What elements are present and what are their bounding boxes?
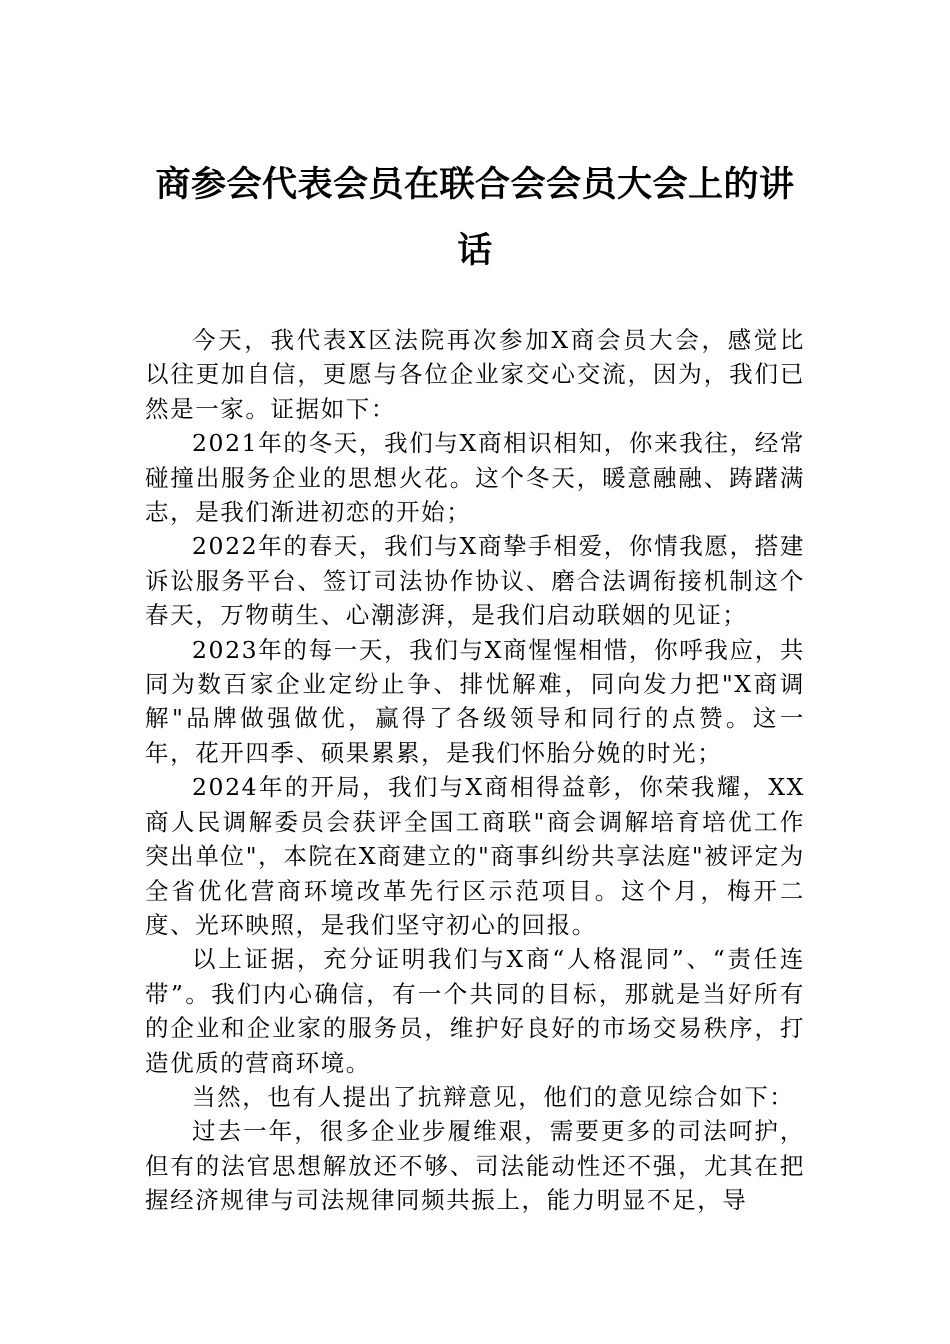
paragraph: 过去一年，很多企业步履维艰，需要更多的司法呵护，但有的法官思想解放还不够、司法能动性还不强，尤其在把握经济规律与司法规律同频共振上，能力明显不足，导 [145,1117,805,1215]
document-title: 商参会代表会员在联合会会员大会上的讲话 [155,164,795,271]
paragraph: 今天，我代表X区法院再次参加X商会员大会，感觉比以往更加自信，更愿与各位企业家交心交流，因为，我们已然是一家。证据如下： [145,326,805,423]
paragraph: 以上证据，充分证明我们与X商“人格混同”、“责任连带”。我们内心确信，有一个共同的目标，那就是当好所有的企业和企业家的服务员，维护好良好的市场交易秩序，打造优质的营商环境。 [145,945,805,1077]
paragraph: 2021年的冬天，我们与X商相识相知，你来我往，经常碰撞出服务企业的思想火花。这个冬天，暖意融融、踌躇满志，是我们渐进初恋的开始； [145,429,805,527]
paragraph: 2023年的每一天，我们与X商惺惺相惜，你呼我应，共同为数百家企业定纷止争、排忧解难，同向发力把"X商调解"品牌做强做优，赢得了各级领导和同行的点赞。这一年，花开四季、硕果累累，是我们怀胎分娩的时光； [145,635,805,767]
paragraph: 2024年的开局，我们与X商相得益彰，你荣我耀，XX商人民调解委员会获评全国工商联"商会调解培育培优工作突出单位"，本院在X商建立的"商事纠纷共享法庭"被评定为全省优化营商环境改革先行区示范项目。这个月，梅开二度、光环映照，是我们坚守初心的回报。 [145,773,805,939]
paragraph: 当然，也有人提出了抗辩意见，他们的意见综合如下： [192,1082,795,1111]
paragraph: 2022年的春天，我们与X商挚手相爱，你情我愿，搭建诉讼服务平台、签订司法协作协议、磨合法调衔接机制这个春天，万物萌生、心潮澎湃，是我们启动联姻的见证； [145,532,805,630]
document-body [145,323,805,1218]
